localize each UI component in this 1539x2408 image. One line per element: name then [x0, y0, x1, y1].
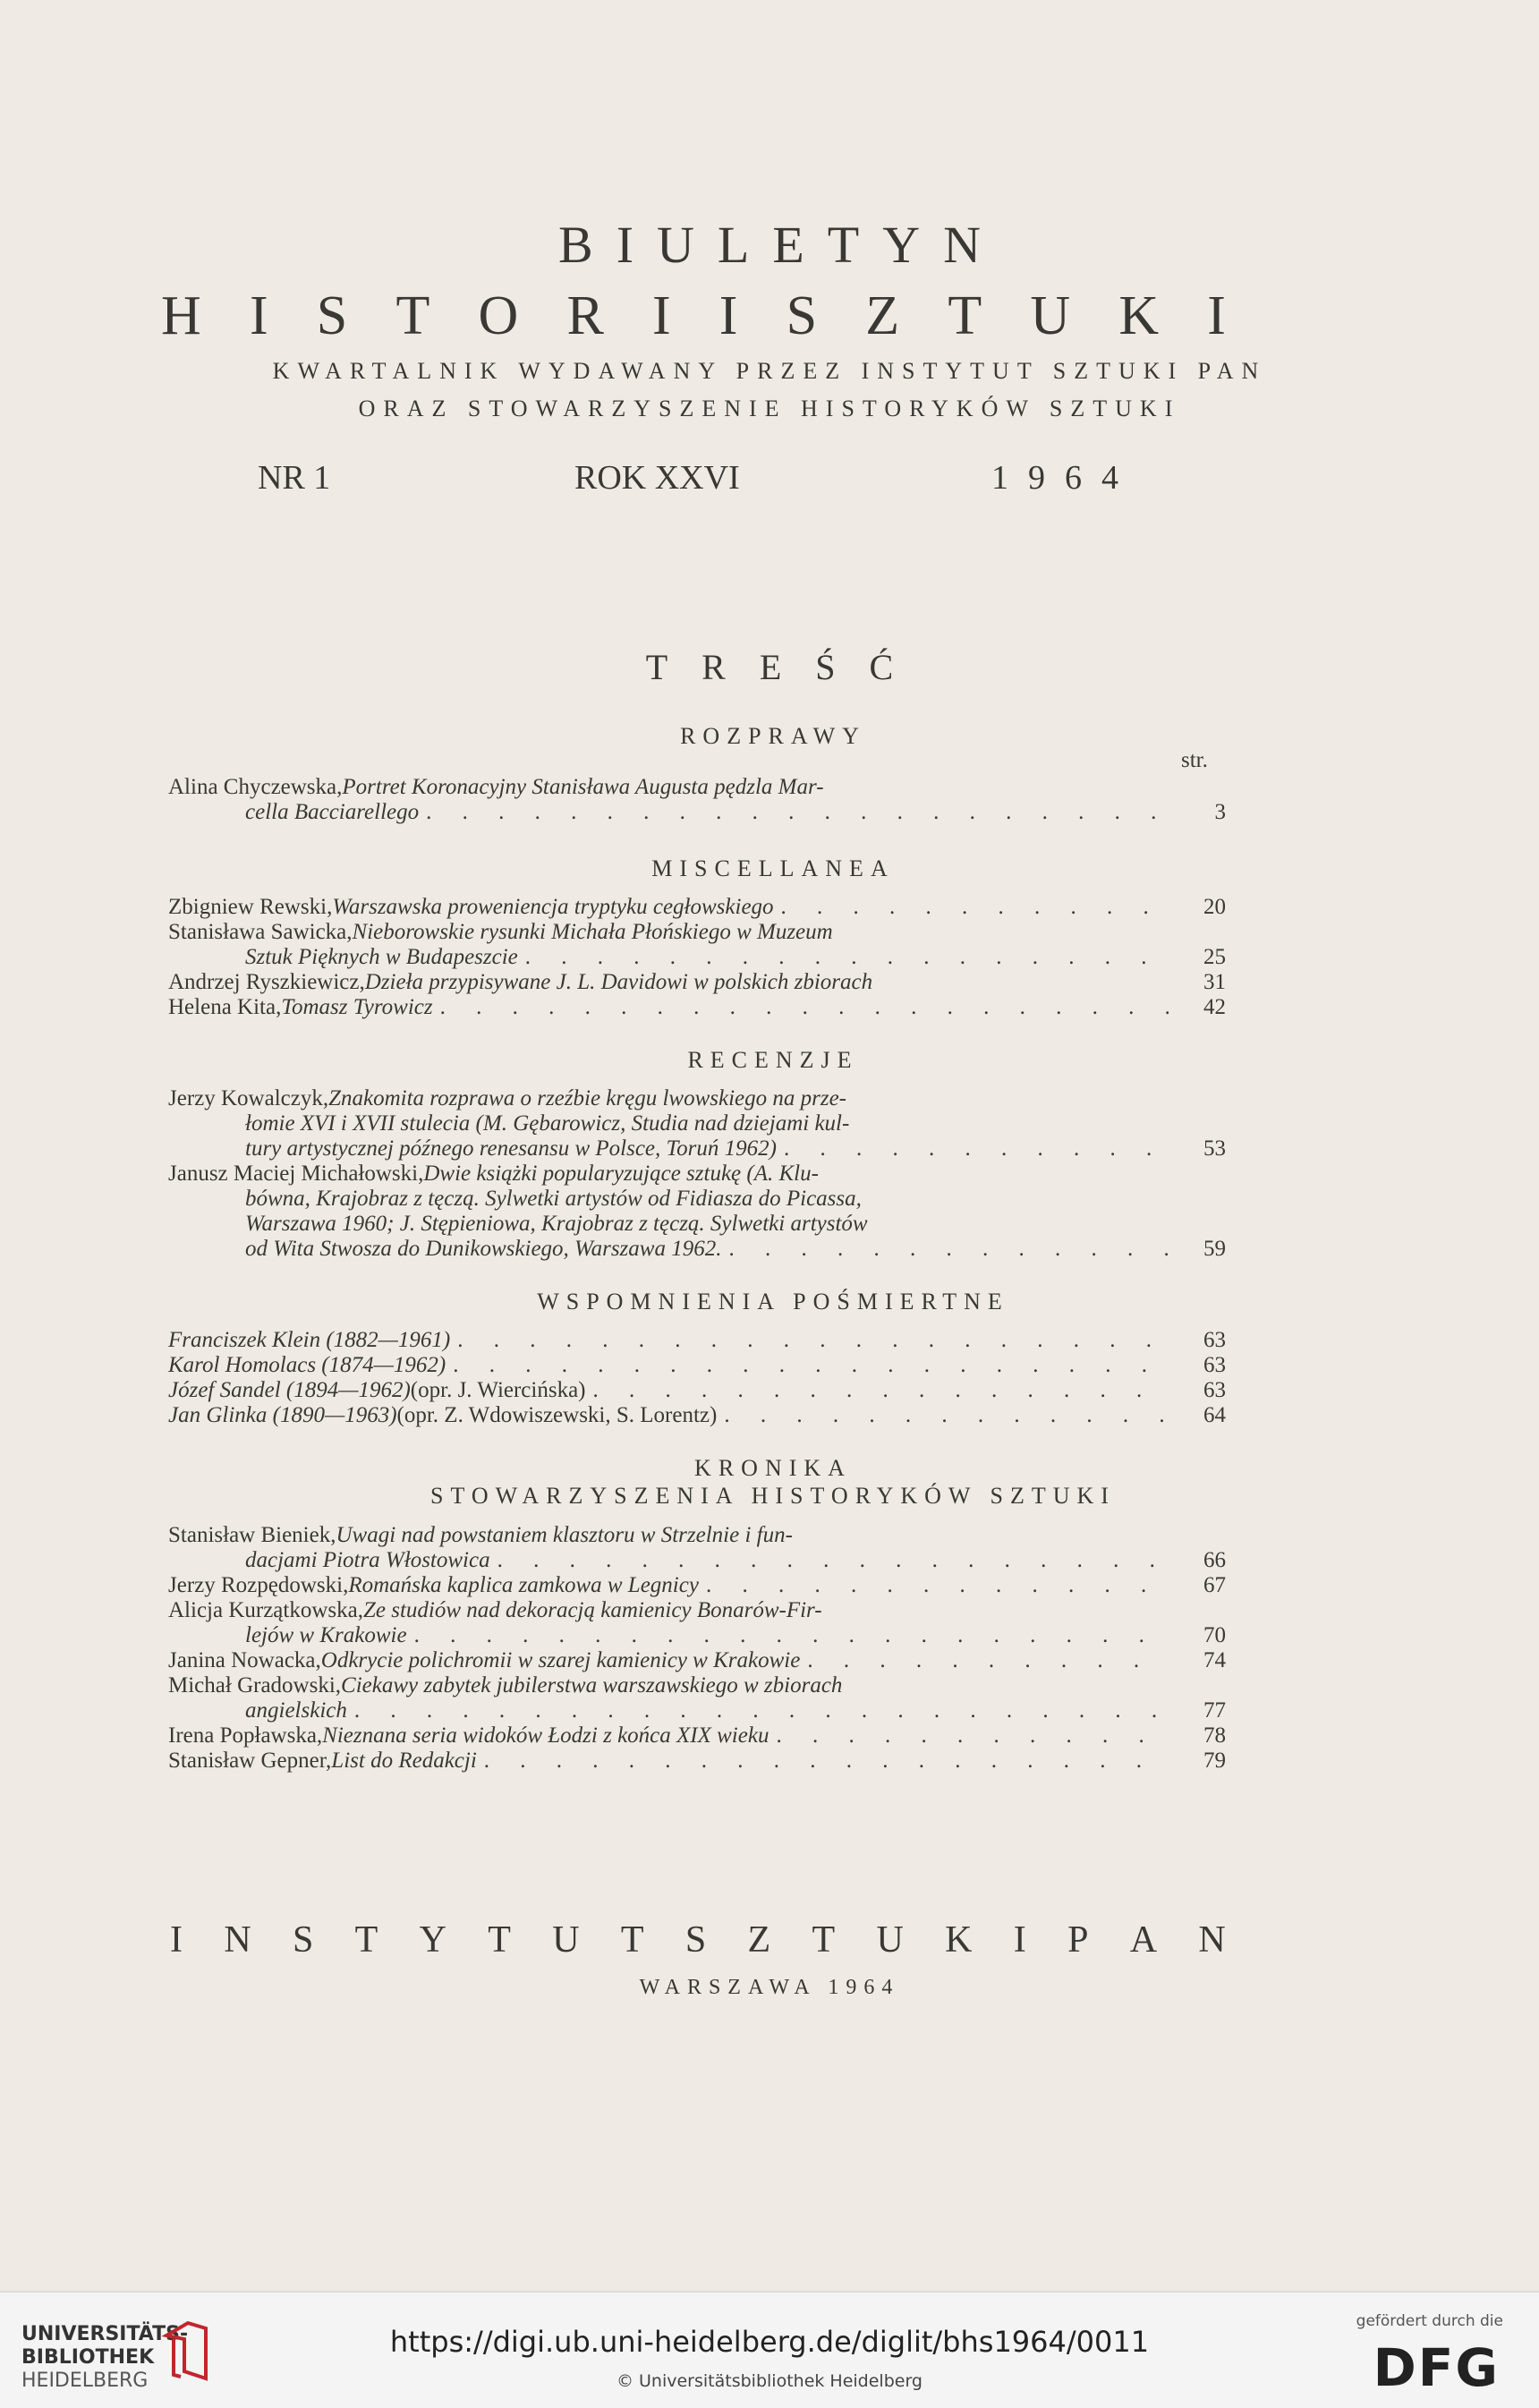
toc-title: Romańska kaplica zamkowa w Legnicy	[348, 1573, 699, 1597]
toc-title: Warszawska proweniencja tryptyku cegłowskiego	[332, 895, 774, 919]
publisher-letter: U	[876, 1919, 904, 1961]
journal-title-letter: R	[566, 285, 604, 346]
leader-dots	[354, 1698, 1169, 1723]
toc-page-number: 25	[1203, 945, 1226, 969]
journal-title-letter: S	[316, 285, 348, 346]
toc-page-number: 3	[1214, 800, 1226, 824]
toc-author: Irena Popławska,	[168, 1723, 323, 1748]
publisher-letter: Z	[747, 1919, 771, 1961]
toc-rozprawy	[168, 775, 1226, 825]
journal-title-letter: Z	[865, 285, 900, 346]
toc-title: Dzieła przypisywane J. L. Davidowi w polskich zbiorach	[364, 970, 873, 994]
publisher-letter: T	[354, 1919, 378, 1961]
leader-dots	[440, 995, 1169, 1020]
toc-entry	[168, 1523, 1226, 1573]
toc-title: Tomasz Tyrowicz	[281, 995, 433, 1019]
toc-page-number: 66	[1203, 1548, 1226, 1572]
toc-title-cont: Sztuk Pięknych w Budapeszcie	[245, 945, 518, 969]
section-heading-wspomnienia: WSPOMNIENIA POŚMIERTNE	[537, 1289, 1009, 1315]
toc-author: Andrzej Ryszkiewicz,	[168, 970, 365, 994]
issue-year: 1964	[991, 459, 1138, 497]
document-url-link[interactable]: https://digi.ub.uni-heidelberg.de/diglit/bhs1964/0011	[389, 2325, 1150, 2359]
publisher-city-year: WARSZAWA 1964	[639, 1976, 900, 1999]
toc-title: List do Redakcji	[331, 1749, 477, 1773]
publisher-letter: U	[552, 1919, 580, 1961]
toc-kronika	[168, 1523, 1226, 1774]
leader-dots	[593, 1378, 1169, 1403]
toc-author: Stanisława Sawicka,	[168, 920, 353, 944]
journal-title-letter: K	[1118, 285, 1160, 346]
toc-entry	[168, 1573, 1226, 1598]
toc-entry	[168, 1598, 1226, 1648]
journal-title-letter: I	[718, 285, 738, 346]
toc-author: Jerzy Rozpędowski,	[168, 1573, 349, 1597]
toc-title-cont: od Wita Stwosza do Dunikowskiego, Warszawa 1962.	[245, 1237, 722, 1261]
journal-title-letter: T	[948, 285, 982, 346]
funding-caption: gefördert durch die	[1356, 2312, 1503, 2330]
toc-author: Zbigniew Rewski,	[168, 895, 333, 919]
issue-volume: ROK XXVI	[574, 459, 740, 497]
toc-entry	[168, 1673, 1226, 1723]
journal-title-letter: I	[651, 285, 671, 346]
section-heading-kronika: KRONIKA	[694, 1455, 852, 1481]
toc-title-cont: bówna, Krajobraz z tęczą. Sylwetki artystów od Fidiasza do Picassa,	[245, 1187, 862, 1211]
toc-title-cont: angielskich	[245, 1698, 347, 1723]
journal-title-letter: S	[786, 285, 818, 346]
toc-title-cont: tury artystycznej późnego renesansu w Polsce, Toruń 1962)	[245, 1136, 777, 1161]
toc-entry	[168, 895, 1226, 920]
toc-page-number: 78	[1203, 1723, 1226, 1748]
publisher-letter: Y	[419, 1919, 446, 1961]
section-heading-miscellanea: MISCELLANEA	[651, 855, 895, 881]
leader-dots	[457, 1328, 1169, 1353]
toc-note: (opr. J. Wiercińska)	[410, 1378, 586, 1402]
journal-subtitle-line2: ORAZ STOWARZYSZENIE HISTORYKÓW SZTUKI	[358, 396, 1181, 421]
leader-dots	[728, 1237, 1169, 1262]
leader-dots	[807, 1648, 1169, 1673]
toc-author: Jerzy Kowalczyk,	[168, 1086, 329, 1110]
toc-author: Helena Kita,	[168, 995, 282, 1019]
section-heading-recenzje: RECENZJE	[687, 1047, 859, 1073]
toc-title: Franciszek Klein (1882—1961)	[168, 1328, 451, 1352]
page-column-label: str.	[1181, 748, 1208, 772]
leader-dots	[414, 1623, 1169, 1648]
publisher-letter: T	[488, 1919, 511, 1961]
toc-page-number: 63	[1203, 1328, 1226, 1352]
journal-title-letter: T	[395, 285, 430, 346]
toc-entry	[168, 920, 1226, 970]
section-heading-kronika-sub: STOWARZYSZENIA HISTORYKÓW SZTUKI	[430, 1483, 1116, 1509]
toc-entry	[168, 970, 1226, 995]
toc-note: (opr. Z. Wdowiszewski, S. Lorentz)	[396, 1403, 718, 1427]
toc-page-number: 74	[1203, 1648, 1226, 1672]
toc-page-number: 77	[1203, 1698, 1226, 1723]
viewer-footer	[0, 2291, 1539, 2408]
toc-author: Alicja Kurzątkowska,	[168, 1598, 363, 1622]
toc-recenzje	[168, 1086, 1226, 1262]
leader-dots	[781, 895, 1169, 920]
issue-number: NR 1	[258, 459, 331, 497]
toc-page-number: 53	[1203, 1136, 1226, 1161]
toc-author: Stanisław Bieniek,	[168, 1523, 336, 1547]
toc-page-number: 67	[1203, 1573, 1226, 1597]
toc-page-number: 63	[1203, 1353, 1226, 1377]
journal-title-letter: U	[1030, 285, 1071, 346]
toc-page-number: 79	[1203, 1749, 1226, 1773]
leader-dots	[497, 1548, 1169, 1573]
publisher-letter: N	[1198, 1919, 1226, 1961]
toc-title: Nieznana seria widoków Łodzi z końca XIX wieku	[322, 1723, 770, 1748]
leader-dots	[453, 1353, 1169, 1378]
toc-page-number: 59	[1203, 1237, 1226, 1261]
section-heading-rozprawy: ROZPRAWY	[680, 723, 866, 749]
toc-author: Janusz Maciej Michałowski,	[168, 1161, 424, 1186]
toc-entry	[168, 1723, 1226, 1749]
publisher-letter: A	[1129, 1919, 1158, 1961]
library-name-line2: BIBLIOTHEK	[21, 2346, 155, 2369]
toc-title: Ciekawy zabytek jubilerstwa warszawskiego w zbiorach	[341, 1673, 843, 1698]
leader-dots	[776, 1723, 1169, 1749]
publisher-letter: S	[292, 1919, 314, 1961]
publisher-letter: T	[620, 1919, 644, 1961]
toc-title: Uwagi nad powstaniem klasztoru w Strzelnie i fun-	[336, 1523, 793, 1547]
leader-dots	[484, 1749, 1169, 1774]
toc-title-cont: dacjami Piotra Włostowica	[245, 1548, 490, 1572]
journal-title-letter: H	[161, 285, 201, 346]
toc-entry	[168, 1353, 1226, 1378]
library-name-line1: UNIVERSITÄTS-	[21, 2323, 189, 2345]
leader-dots	[525, 945, 1169, 970]
toc-title: Ze studiów nad dekoracją kamienicy Bonarów-Fir-	[362, 1598, 822, 1622]
toc-title: Józef Sandel (1894—1962)	[168, 1378, 411, 1402]
toc-page-number: 70	[1203, 1623, 1226, 1647]
toc-page-number: 31	[1203, 970, 1226, 994]
toc-entry	[168, 775, 1226, 825]
toc-title: Portret Koronacyjny Stanisława Augusta pędzla Mar-	[342, 775, 824, 799]
toc-entry	[168, 1648, 1226, 1673]
toc-title-cont: cella Bacciarellego	[245, 800, 420, 824]
toc-title: Jan Glinka (1890—1963)	[168, 1403, 397, 1427]
toc-miscellanea	[168, 895, 1226, 1020]
toc-entry	[168, 1403, 1226, 1428]
dfg-logo[interactable]: DFG	[1373, 2337, 1500, 2398]
publisher-letter: N	[224, 1919, 251, 1961]
toc-entry	[168, 1161, 1226, 1262]
toc-entry	[168, 1378, 1226, 1403]
toc-entry	[168, 995, 1226, 1020]
leader-dots	[426, 800, 1169, 825]
toc-title: Dwie książki popularyzujące sztukę (A. Klu-	[423, 1161, 819, 1186]
publisher-letter: T	[812, 1919, 836, 1961]
toc-wspomnienia	[168, 1328, 1226, 1428]
toc-entry	[168, 1749, 1226, 1774]
journal-title-letter: I	[1207, 285, 1226, 346]
toc-author: Alina Chyczewska,	[168, 775, 343, 799]
toc-page-number: 42	[1203, 995, 1226, 1019]
toc-title: Znakomita rozprawa o rzeźbie kręgu lwowskiego na prze-	[328, 1086, 847, 1110]
toc-title: Karol Homolacs (1874—1962)	[168, 1353, 446, 1377]
toc-author: Stanisław Gepner,	[168, 1749, 332, 1773]
journal-title-letter: I	[249, 285, 268, 346]
toc-title: Odkrycie polichromii w szarej kamienicy w Krakowie	[320, 1648, 801, 1672]
toc-page-number: 64	[1203, 1403, 1226, 1427]
library-name-line3: HEIDELBERG	[21, 2370, 149, 2392]
toc-title: Nieborowskie rysunki Michała Płońskiego w Muzeum	[352, 920, 833, 944]
publisher-letter: I	[1013, 1919, 1026, 1961]
contents-heading: TREŚĆ	[645, 647, 928, 687]
toc-author: Janina Nowacka,	[168, 1648, 321, 1672]
copyright-notice: © Universitätsbibliothek Heidelberg	[616, 2371, 923, 2391]
toc-entry	[168, 1086, 1226, 1161]
toc-page-number: 63	[1203, 1378, 1226, 1402]
toc-page-number: 20	[1203, 895, 1226, 919]
journal-title-line1: BIULETYN	[558, 216, 1004, 274]
publisher-letter: S	[684, 1919, 707, 1961]
toc-title-cont: Warszawa 1960; J. Stępieniowa, Krajobraz z tęczą. Sylwetki artystów	[245, 1212, 868, 1236]
toc-author: Michał Gradowski,	[168, 1673, 342, 1698]
journal-title-letter: O	[478, 285, 519, 346]
publisher-letter: P	[1067, 1919, 1089, 1961]
toc-title-cont: łomie XVI i XVII stulecia (M. Gębarowicz, Studia nad dziejami kul-	[245, 1111, 850, 1136]
leader-dots	[724, 1403, 1169, 1428]
leader-dots	[706, 1573, 1169, 1598]
toc-title-cont: lejów w Krakowie	[245, 1623, 407, 1647]
leader-dots	[784, 1136, 1169, 1161]
publisher-letter: K	[945, 1919, 973, 1961]
journal-subtitle-line1: KWARTALNIK WYDAWANY PRZEZ INSTYTUT SZTUKI PAN	[272, 358, 1267, 384]
toc-entry	[168, 1328, 1226, 1353]
publisher-letter: I	[170, 1919, 183, 1961]
